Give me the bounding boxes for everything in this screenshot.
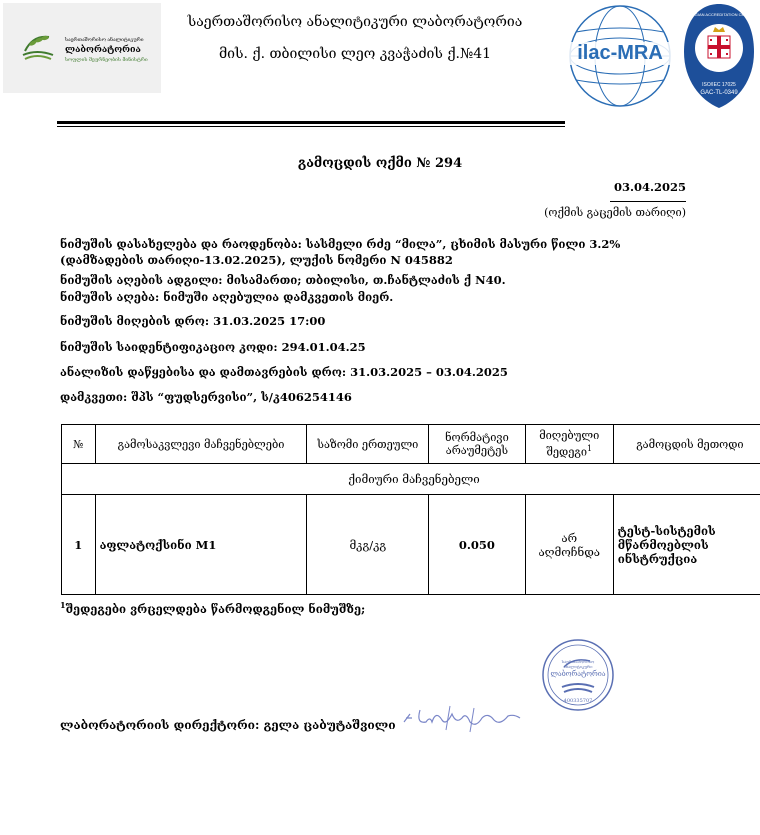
header-result-footnote-mark: 1	[587, 444, 593, 454]
analysis-period: ანალიზის დაწყებისა და დამთავრების დრო: 31.03.2025 – 03.04.2025	[60, 365, 508, 379]
footnote-mark: 1	[60, 600, 66, 610]
cell-unit: მკგ/კგ	[307, 495, 429, 595]
header-result-text: მიღებული შედეგი	[539, 429, 600, 459]
cell-num: 1	[62, 495, 96, 595]
accreditation-ring-text: GEORGIAN ACCREDITATION CENTER	[682, 12, 756, 17]
report-date-label: (ოქმის გაცემის თარიღი)	[544, 206, 686, 219]
cell-result: არ აღმოჩნდა	[525, 495, 613, 595]
lab-logo	[3, 3, 161, 93]
header-rule-thin	[57, 126, 565, 127]
header-num: №	[62, 425, 96, 464]
cell-method: ტესტ-სისტემის მწარმოებლის ინსტრუქცია	[613, 495, 760, 595]
logo-text-3: სოფლის მეურნეობის მინისტრი	[65, 57, 148, 63]
ilac-text: ilac-MRA	[568, 42, 672, 65]
accreditation-number: GAC-TL-0349	[700, 90, 738, 96]
sample-name: ნიმუშის დასახელება და რაოდენობა: სასმელი რძე “მილა”, ცხიმის მასური წილი 3.2% (დამზადების თარიღი-13.02.2025), ლუქის ნომერი N 045882	[60, 237, 621, 267]
accreditation-iso: ISO/IEC 17025	[702, 82, 736, 88]
stamp-top-text: საერთაშორისო ანალიტიკური	[561, 659, 595, 669]
director-signature	[400, 700, 530, 744]
header-method: გამოცდის მეთოდი	[613, 425, 760, 464]
section-label: ქიმიური მაჩვენებელი	[62, 464, 760, 495]
header-result	[525, 425, 613, 464]
customer: დამკვეთი: შპს “ფუდსერვისი”, ს/კ406254146	[60, 390, 352, 404]
ilac-mra-logo	[568, 4, 672, 108]
lab-stamp	[540, 637, 616, 717]
director-line: ლაბორატორიის დირექტორი: გელა ცაბუტაშვილი	[60, 718, 396, 732]
logo-text-1: საერთაშორისო ანალიტიკური	[65, 37, 144, 43]
sample-code: ნიმუშის საიდენტიფიკაციო კოდი: 294.01.04.25	[60, 340, 366, 354]
stamp-main-text: ლაბორატორია	[550, 670, 606, 678]
footnote-text: შედეგები ვრცელდება წარმოდგენილ ნიმუშზე;	[65, 601, 366, 616]
sampling-place: ნიმუშის აღების ადგილი: მისამართი; თბილისი, თ.ჩანტლაძის ქ N40.	[60, 273, 506, 287]
receipt-time: ნიმუშის მიღების დრო: 31.03.2025 17:00	[60, 314, 326, 328]
header-indicator: გამოსაკვლევი მაჩვენებლები	[95, 425, 307, 464]
cell-norm: 0.050	[429, 495, 526, 595]
stamp-number: 400335707	[563, 698, 593, 704]
results-table	[61, 424, 760, 595]
table-header-row	[62, 425, 760, 464]
report-date: 03.04.2025	[613, 180, 686, 194]
header-unit: საზომი ერთეული	[307, 425, 429, 464]
section-row	[62, 464, 760, 495]
table-row	[62, 495, 760, 595]
signature-scribble	[400, 700, 530, 740]
header-norm: ნორმატივი არაუმეტეს	[429, 425, 526, 464]
lab-name: საერთაშორისო ანალიტიკური ლაბორატორია	[187, 14, 523, 30]
lab-address: მის. ქ. თბილისი ლეო კვაჭაძის ქ.№41	[218, 46, 492, 62]
report-title: გამოცდის ოქმი № 294	[297, 156, 463, 171]
accreditation-seal	[682, 2, 756, 110]
logo-text-2: ლაბორატორია	[65, 45, 141, 55]
sampling-method: ნიმუშის აღება: ნიმუში აღებულია დამკვეთის მიერ.	[60, 290, 394, 304]
date-underline	[610, 201, 686, 202]
cell-indicator: აფლატოქსინი M1	[95, 495, 307, 595]
footnote	[60, 600, 365, 616]
header-rule-thick	[57, 121, 565, 124]
